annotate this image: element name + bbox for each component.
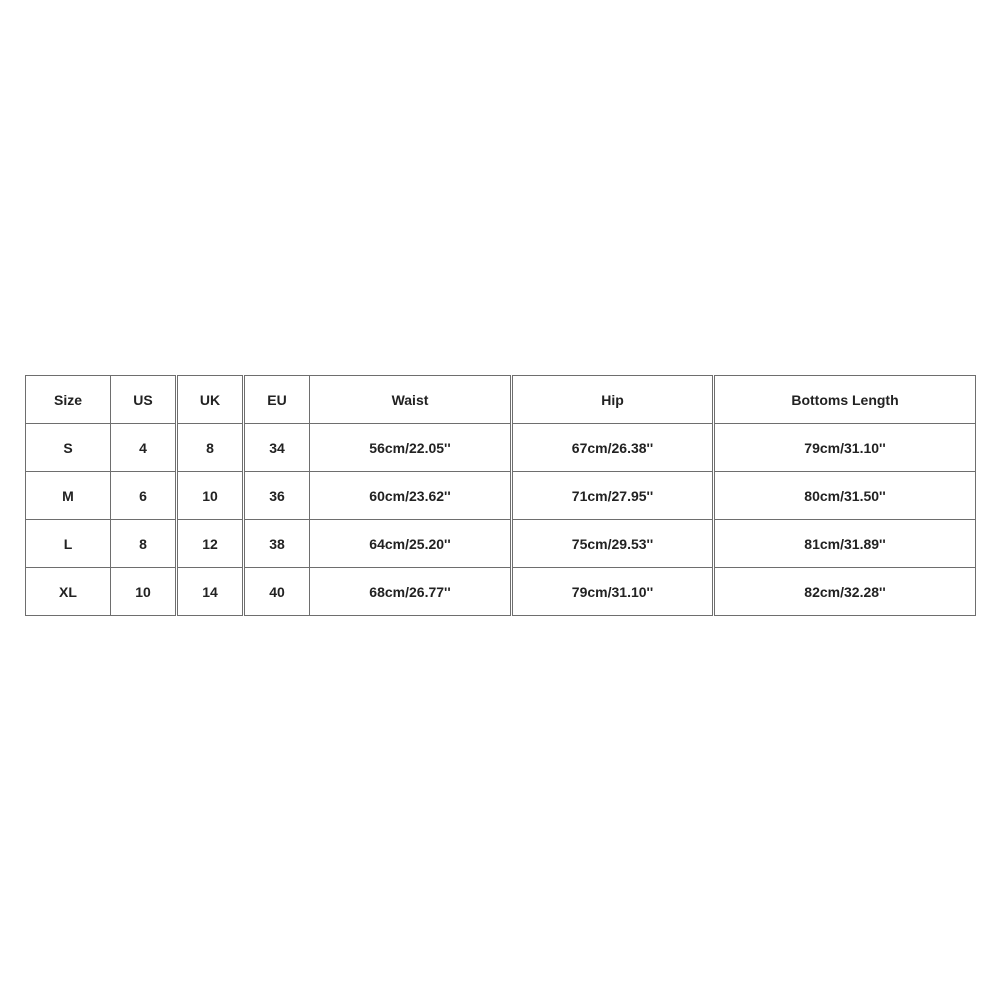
cell-uk: 14 <box>177 568 244 616</box>
table-row <box>26 424 976 472</box>
cell-size: XL <box>26 568 111 616</box>
cell-eu: 36 <box>244 472 310 520</box>
header-waist: Waist <box>310 376 512 424</box>
cell-size: S <box>26 424 111 472</box>
size-chart-table <box>25 375 976 616</box>
cell-hip: 75cm/29.53'' <box>512 520 714 568</box>
header-bottoms-length: Bottoms Length <box>714 376 976 424</box>
cell-waist: 64cm/25.20'' <box>310 520 512 568</box>
cell-uk: 10 <box>177 472 244 520</box>
table-row <box>26 520 976 568</box>
header-hip: Hip <box>512 376 714 424</box>
cell-hip: 79cm/31.10'' <box>512 568 714 616</box>
header-row <box>26 376 976 424</box>
cell-bottoms-length: 81cm/31.89'' <box>714 520 976 568</box>
cell-us: 4 <box>111 424 177 472</box>
cell-uk: 8 <box>177 424 244 472</box>
cell-bottoms-length: 82cm/32.28'' <box>714 568 976 616</box>
header-eu: EU <box>244 376 310 424</box>
cell-bottoms-length: 80cm/31.50'' <box>714 472 976 520</box>
cell-waist: 60cm/23.62'' <box>310 472 512 520</box>
cell-eu: 34 <box>244 424 310 472</box>
cell-size: L <box>26 520 111 568</box>
cell-us: 8 <box>111 520 177 568</box>
cell-eu: 38 <box>244 520 310 568</box>
table-row <box>26 568 976 616</box>
cell-us: 10 <box>111 568 177 616</box>
table-row <box>26 472 976 520</box>
header-us: US <box>111 376 177 424</box>
cell-uk: 12 <box>177 520 244 568</box>
cell-eu: 40 <box>244 568 310 616</box>
cell-size: M <box>26 472 111 520</box>
cell-hip: 71cm/27.95'' <box>512 472 714 520</box>
cell-waist: 68cm/26.77'' <box>310 568 512 616</box>
cell-bottoms-length: 79cm/31.10'' <box>714 424 976 472</box>
cell-hip: 67cm/26.38'' <box>512 424 714 472</box>
cell-waist: 56cm/22.05'' <box>310 424 512 472</box>
header-uk: UK <box>177 376 244 424</box>
header-size: Size <box>26 376 111 424</box>
cell-us: 6 <box>111 472 177 520</box>
